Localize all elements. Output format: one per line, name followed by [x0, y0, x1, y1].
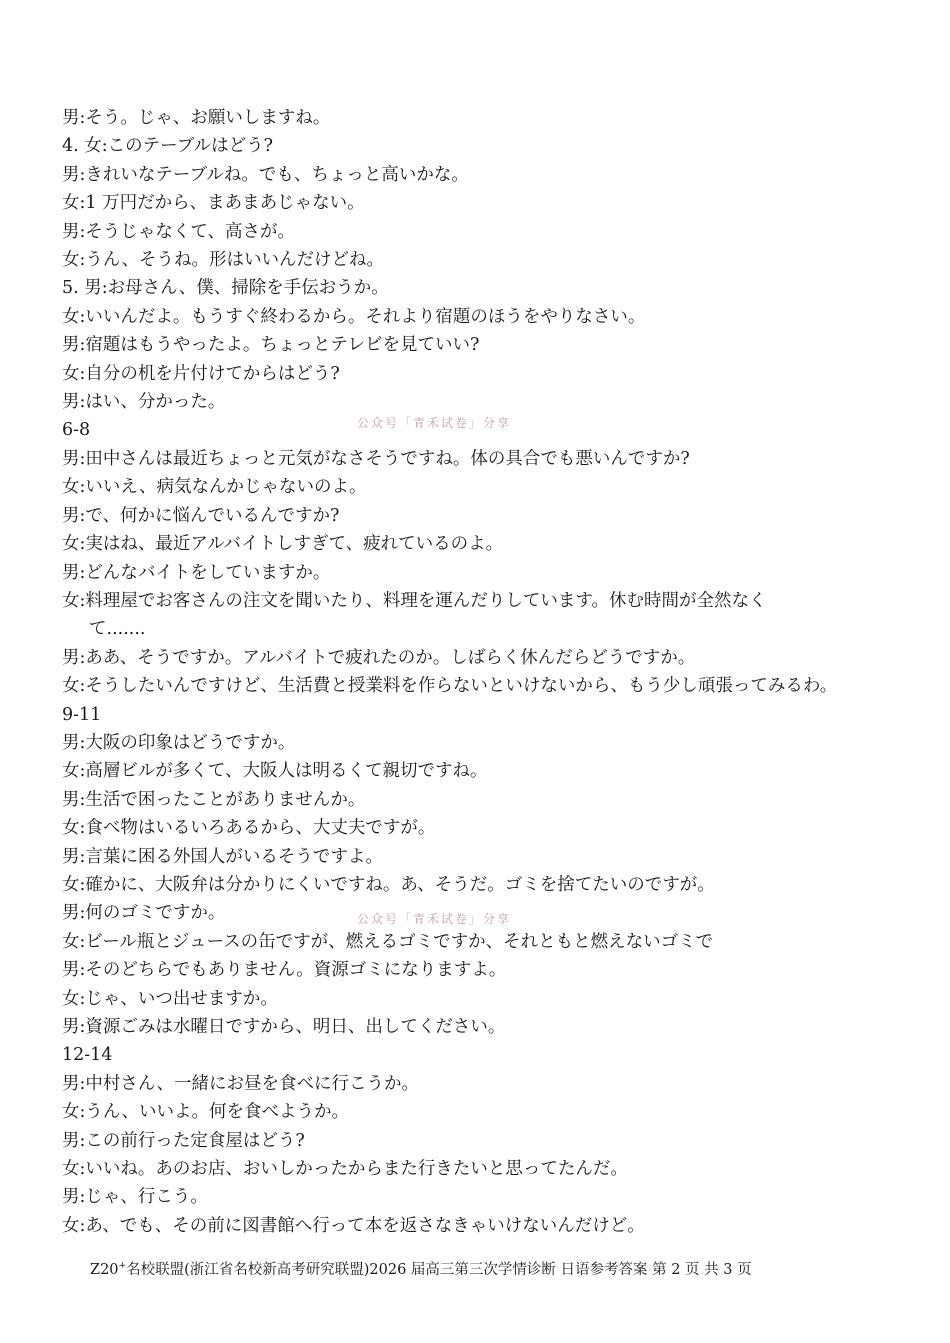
footer-sup: + [118, 1261, 127, 1272]
transcript-line: 4. 女:このテーブルはどう? [62, 136, 273, 157]
transcript-line: 女:じゃ、いつ出せますか。 [62, 988, 278, 1009]
transcript-line: 女:食べ物はいるいろあるから、大丈夫ですが。 [62, 818, 436, 839]
transcript-line: 5. 男:お母さん、僕、掃除を手伝おうか。 [62, 278, 389, 299]
transcript-line: 男:中村さん、一緒にお昼を食べに行こうか。 [62, 1073, 419, 1094]
transcript-line: 男:はい、分かった。 [62, 392, 226, 413]
section-heading: 9-11 [62, 704, 102, 725]
transcript-line: 男:そう。じゃ、お願いしますね。 [62, 108, 331, 128]
transcript-line: 女:いいえ、病気なんかじゃないのよ。 [62, 477, 367, 498]
transcript-line: 女:自分の机を片付けてからはどう? [62, 363, 340, 384]
transcript-line: 男:そうじゃなくて、高さが。 [62, 221, 296, 242]
transcript-line: 女:うん、そうね。形はいいんだけどね。 [62, 250, 384, 271]
transcript-line: 男:そのどちらでもありません。資源ゴミになりますよ。 [62, 960, 507, 981]
transcript-line: 男:宿題はもうやったよ。ちょっとテレビを見ていい? [62, 335, 480, 356]
transcript-body [62, 104, 892, 1240]
transcript-line: 男:大阪の印象はどうですか。 [62, 732, 296, 753]
section-heading: 12-14 [62, 1045, 113, 1066]
transcript-line: 女:いいね。あのお店、おいしかったからまた行きたいと思ってたんだ。 [62, 1159, 628, 1180]
transcript-line-first: 女:料理屋でお客さんの注文を聞いたり、料理を運んだりしています。休む時間が全然なく [62, 590, 767, 611]
section-heading: 6-8 [62, 420, 91, 441]
transcript-line: 女:うん、いいよ。何を食べようか。 [62, 1102, 349, 1123]
page-footer [90, 1258, 752, 1279]
transcript-line-wrapped [62, 587, 892, 644]
transcript-line: 女:あ、でも、その前に図書館へ行って本を返さなきゃいけないんだけど。 [62, 1215, 645, 1236]
transcript-line: 男:田中さんは最近ちょっと元気がなさそうですね。体の具合でも悪いんですか? [62, 448, 690, 469]
transcript-line: 男:何のゴミですか。 [62, 903, 226, 924]
transcript-line: 男:ああ、そうですか。アルバイトで疲れたのか。しばらく休んだらどうですか。 [62, 647, 696, 668]
transcript-line: 女:ビール瓶とジュースの缶ですが、燃えるゴミですか、それともと燃えないゴミで [62, 931, 714, 952]
transcript-line: 男:じゃ、行こう。 [62, 1187, 208, 1208]
footer-prefix: Z20 [90, 1262, 119, 1278]
footer-text: 名校联盟(浙江省名校新高考研究联盟)2026 届高三第三次学情诊断 日语参考答案 第 2 页 共 3 页 [126, 1262, 752, 1278]
transcript-line: 男:言葉に困る外国人がいるそうですよ。 [62, 846, 383, 867]
transcript-line: 女:確かに、大阪弁は分かりにくいですね。あ、そうだ。ゴミを捨てたいのですが。 [62, 874, 715, 895]
transcript-line: 男:資源ごみは水曜日ですから、明日、出してください。 [62, 1017, 506, 1037]
transcript-line: 男:生活で困ったことがありませんか。 [62, 789, 366, 810]
transcript-line-continuation: て....... [89, 619, 146, 640]
transcript-line: 男:この前行った定食屋はどう? [62, 1130, 305, 1151]
transcript-line: 女:1 万円だから、まあまあじゃない。 [62, 193, 365, 214]
watermark: 公众号「青禾试卷」分享 [357, 912, 512, 926]
transcript-line: 男:きれいなテーブルね。でも、ちょっと高いかな。 [62, 164, 469, 185]
transcript-line: 女:いいんだよ。もうすぐ終わるから。それより宿題のほうをやりなさい。 [62, 306, 646, 327]
transcript-line: 女:そうしたいんですけど、生活費と授業料を作らないといけないから、もう少し頑張ってみるわ。 [62, 676, 838, 697]
watermark: 公众号「青禾试卷」分享 [357, 416, 512, 430]
transcript-line: 男:どんなバイトをしていますか。 [62, 562, 331, 583]
transcript-line: 女:実はね、最近アルバイトしすぎて、疲れているのよ。 [62, 534, 504, 555]
transcript-line: 女:高層ビルが多くて、大阪人は明るくて親切ですね。 [62, 761, 488, 782]
transcript-line: 男:で、何かに悩んでいるんですか? [62, 505, 340, 526]
